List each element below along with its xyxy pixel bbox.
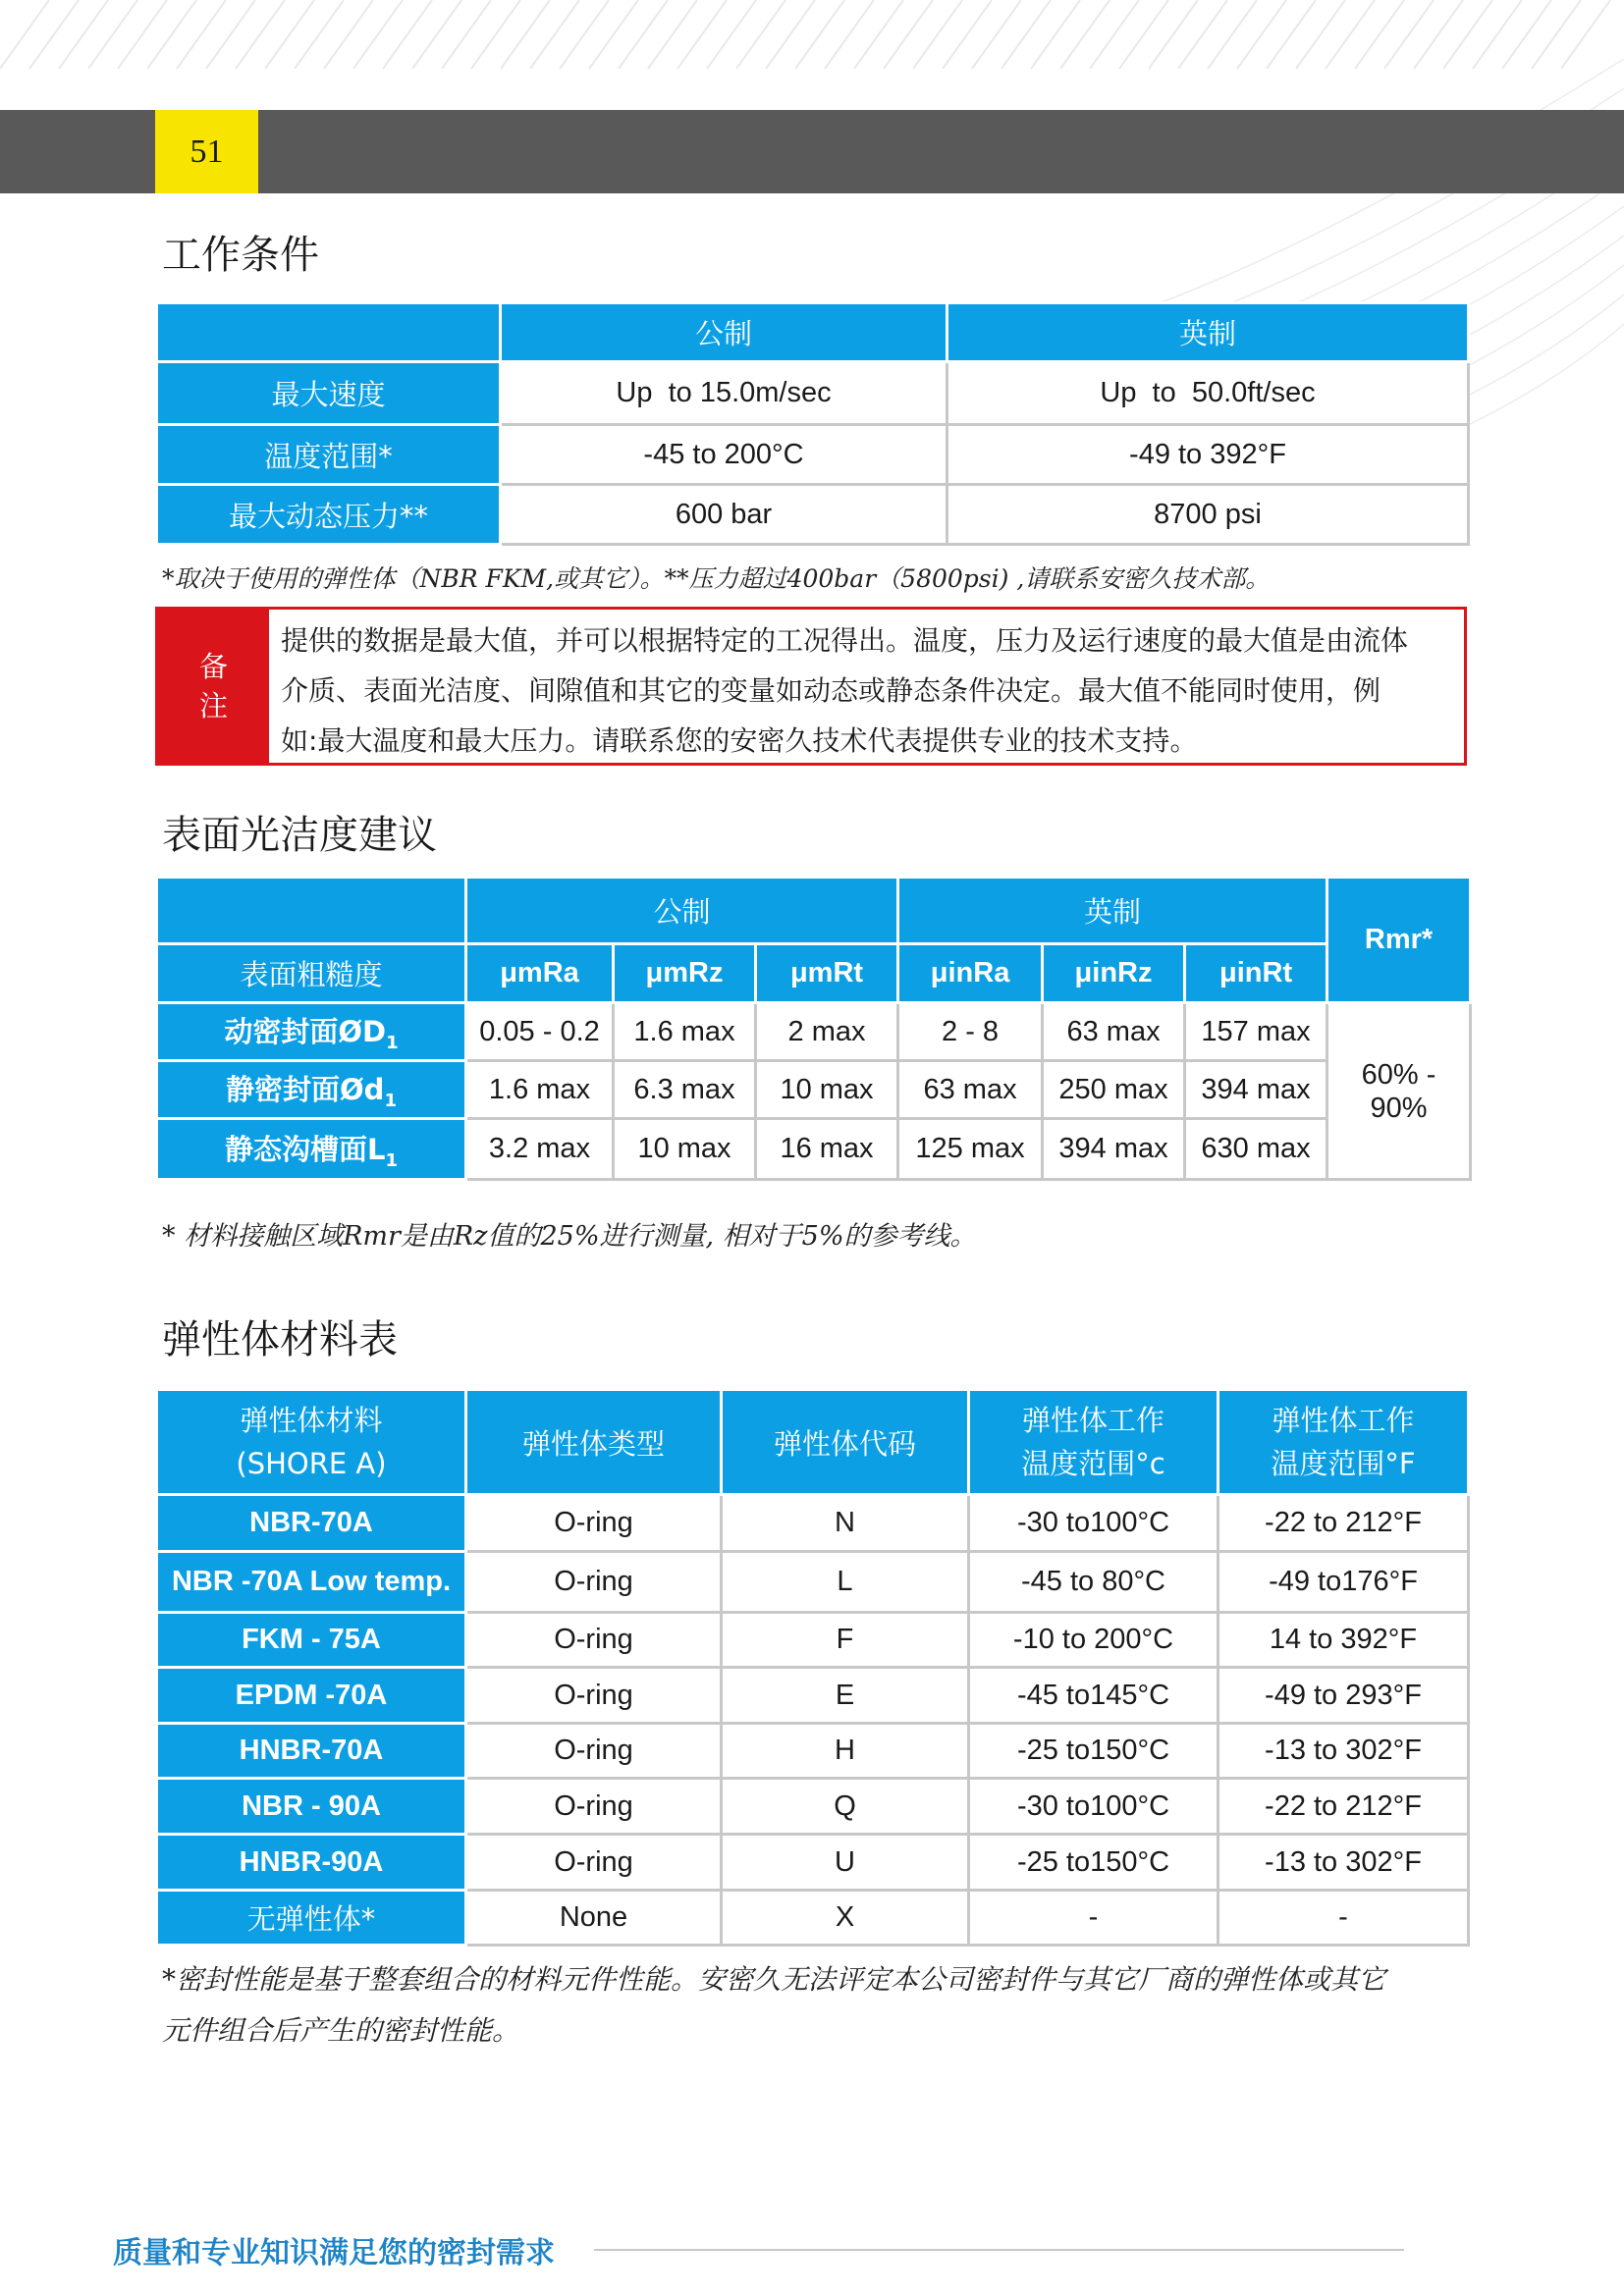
remark-text [281, 615, 1459, 766]
table-row [157, 1003, 1471, 1061]
footer-divider [594, 2249, 1404, 2251]
type-cell: O-ring [466, 1668, 722, 1724]
type-cell: O-ring [466, 1779, 722, 1835]
header-line: 弹性体材料 [240, 1404, 383, 1437]
value-cell: 1.6 max [614, 1003, 756, 1061]
code-cell: L [722, 1552, 969, 1613]
type-cell: O-ring [466, 1724, 722, 1779]
value-cell: 10 max [756, 1061, 898, 1119]
row-label-subscript: 1 [386, 1032, 399, 1053]
table-row [157, 362, 1469, 425]
temp-c-cell: -45 to145°C [969, 1668, 1218, 1724]
value-cell: 250 max [1043, 1061, 1185, 1119]
working-conditions-footnote: *取决于使用的弹性体（NBR FKM,或其它）。**压力超过400bar（5800psi) ,请联系安密久技术部。 [162, 564, 1271, 593]
value-cell: 3.2 max [466, 1119, 614, 1180]
material-cell: NBR-70A [157, 1495, 466, 1552]
material-cell: NBR -70A Low temp. [157, 1552, 466, 1613]
remark-line: 介质、表面光洁度、间隙值和其它的变量如动态或静态条件决定。最大值不能同时使用，例 [281, 674, 1381, 707]
imperial-value: 8700 psi [947, 485, 1469, 545]
type-cell: O-ring [466, 1552, 722, 1613]
value-cell: 394 max [1043, 1119, 1185, 1180]
value-cell: 10 max [614, 1119, 756, 1180]
table-row [157, 485, 1469, 545]
remark-box [155, 607, 1467, 766]
header-imperial: 英制 [947, 303, 1469, 362]
imperial-value: Up to 50.0ft/sec [947, 362, 1469, 425]
surface-finish-title: 表面光洁度建议 [162, 813, 437, 858]
temp-f-cell: 14 to 392°F [1218, 1613, 1469, 1668]
code-cell: Q [722, 1779, 969, 1835]
rmr-value [1327, 1003, 1471, 1180]
surface-finish-table [155, 876, 1472, 1181]
type-cell: O-ring [466, 1613, 722, 1668]
code-cell: X [722, 1891, 969, 1946]
elastomer-table [155, 1388, 1470, 1947]
header-column: μmRz [614, 944, 756, 1003]
table-row [157, 425, 1469, 485]
material-cell: FKM - 75A [157, 1613, 466, 1668]
header-temp-c [969, 1390, 1218, 1495]
table-row [157, 1613, 1469, 1668]
value-cell: 6.3 max [614, 1061, 756, 1119]
row-label-text: 静态沟槽面L [224, 1132, 386, 1166]
working-conditions-title: 工作条件 [162, 233, 319, 278]
footer-slogan: 质量和专业知识满足您的密封需求 [113, 2236, 555, 2270]
material-cell: HNBR-90A [157, 1835, 466, 1891]
header-metric: 公制 [501, 303, 947, 362]
value-cell: 1.6 max [466, 1061, 614, 1119]
temp-c-cell: -30 to100°C [969, 1495, 1218, 1552]
temp-c-cell: -25 to150°C [969, 1724, 1218, 1779]
header-column: μmRt [756, 944, 898, 1003]
type-cell: None [466, 1891, 722, 1946]
temp-c-cell: -30 to100°C [969, 1779, 1218, 1835]
value-cell: 2 - 8 [898, 1003, 1043, 1061]
type-cell: O-ring [466, 1495, 722, 1552]
value-cell: 63 max [898, 1061, 1043, 1119]
elastomer-title: 弹性体材料表 [162, 1317, 398, 1362]
header-metric: 公制 [466, 878, 898, 944]
row-label [157, 1119, 466, 1180]
temp-f-cell: -13 to 302°F [1218, 1835, 1469, 1891]
row-label-text: 动密封面ØD [224, 1015, 387, 1049]
material-cell: EPDM -70A [157, 1668, 466, 1724]
metric-value: -45 to 200°C [501, 425, 947, 485]
table-row [157, 1552, 1469, 1613]
table-row [157, 1495, 1469, 1552]
row-label-text: 静密封面Ød [226, 1073, 385, 1107]
material-cell: 无弹性体* [157, 1891, 466, 1946]
table-row [157, 1119, 1471, 1180]
temp-c-cell: -45 to 80°C [969, 1552, 1218, 1613]
header-type: 弹性体类型 [466, 1390, 722, 1495]
row-label-subscript: 1 [384, 1090, 397, 1111]
page-number: 51 [155, 110, 258, 193]
temp-f-cell: -49 to 293°F [1218, 1668, 1469, 1724]
table-row [157, 1668, 1469, 1724]
value-cell: 16 max [756, 1119, 898, 1180]
imperial-value: -49 to 392°F [947, 425, 1469, 485]
header-empty [157, 878, 466, 944]
header-code: 弹性体代码 [722, 1390, 969, 1495]
header-line: 温度范围°F [1271, 1447, 1416, 1480]
table-row [157, 1835, 1469, 1891]
surface-finish-footnote: * 材料接触区域Rmr是由Rz值的25%进行测量, 相对于5%的参考线。 [162, 1221, 977, 1252]
table-row [157, 1891, 1469, 1946]
header-column: μinRt [1185, 944, 1327, 1003]
header-column: μinRz [1043, 944, 1185, 1003]
metric-value: 600 bar [501, 485, 947, 545]
temp-c-cell: - [969, 1891, 1218, 1946]
rmr-value-line: 60% - [1361, 1058, 1436, 1091]
temp-f-cell: - [1218, 1891, 1469, 1946]
temp-c-cell: -10 to 200°C [969, 1613, 1218, 1668]
table-row [157, 1779, 1469, 1835]
header-temp-f [1218, 1390, 1469, 1495]
header-rmr: Rmr* [1327, 878, 1471, 1003]
value-cell: 0.05 - 0.2 [466, 1003, 614, 1061]
temp-f-cell: -22 to 212°F [1218, 1779, 1469, 1835]
code-cell: N [722, 1495, 969, 1552]
rmr-value-line: 90% [1370, 1092, 1428, 1124]
value-cell: 63 max [1043, 1003, 1185, 1061]
header-line: 弹性体工作 [1272, 1404, 1415, 1437]
row-label: 温度范围* [157, 425, 501, 485]
elastomer-footnote-line: *密封性能是基于整套组合的材料元件性能。安密久无法评定本公司密封件与其它厂商的弹性体或其它 [162, 1963, 1386, 1996]
code-cell: H [722, 1724, 969, 1779]
row-label: 最大动态压力** [157, 485, 501, 545]
working-conditions-table [155, 301, 1470, 546]
remark-label [158, 610, 269, 763]
header-line: 温度范围°c [1021, 1447, 1165, 1480]
elastomer-footnote-line: 元件组合后产生的密封性能。 [162, 2014, 520, 2047]
header-line: (SHORE A) [236, 1447, 387, 1480]
remark-label-char: 注 [198, 689, 228, 722]
value-cell: 157 max [1185, 1003, 1327, 1061]
header-imperial: 英制 [898, 878, 1327, 944]
remark-line: 如:最大温度和最大压力。请联系您的安密久技术代表提供专业的技术支持。 [281, 724, 1198, 757]
header-material [157, 1390, 466, 1495]
header-empty [157, 303, 501, 362]
remark-line: 提供的数据是最大值，并可以根据特定的工况得出。温度，压力及运行速度的最大值是由流体 [281, 624, 1409, 657]
metric-value: Up to 15.0m/sec [501, 362, 947, 425]
header-line: 弹性体工作 [1021, 1404, 1164, 1437]
material-cell: NBR - 90A [157, 1779, 466, 1835]
type-cell: O-ring [466, 1835, 722, 1891]
value-cell: 630 max [1185, 1119, 1327, 1180]
temp-c-cell: -25 to150°C [969, 1835, 1218, 1891]
header-column: μmRa [466, 944, 614, 1003]
remark-label-char: 备 [198, 650, 228, 683]
row-label [157, 1003, 466, 1061]
row-label-subscript: 1 [385, 1149, 398, 1171]
temp-f-cell: -49 to176°F [1218, 1552, 1469, 1613]
value-cell: 2 max [756, 1003, 898, 1061]
row-label: 最大速度 [157, 362, 501, 425]
value-cell: 394 max [1185, 1061, 1327, 1119]
code-cell: U [722, 1835, 969, 1891]
table-row [157, 1061, 1471, 1119]
header-column: μinRa [898, 944, 1043, 1003]
table-row [157, 1724, 1469, 1779]
value-cell: 125 max [898, 1119, 1043, 1180]
code-cell: E [722, 1668, 969, 1724]
row-label [157, 1061, 466, 1119]
temp-f-cell: -22 to 212°F [1218, 1495, 1469, 1552]
material-cell: HNBR-70A [157, 1724, 466, 1779]
temp-f-cell: -13 to 302°F [1218, 1724, 1469, 1779]
header-surface-roughness: 表面粗糙度 [157, 944, 466, 1003]
code-cell: F [722, 1613, 969, 1668]
